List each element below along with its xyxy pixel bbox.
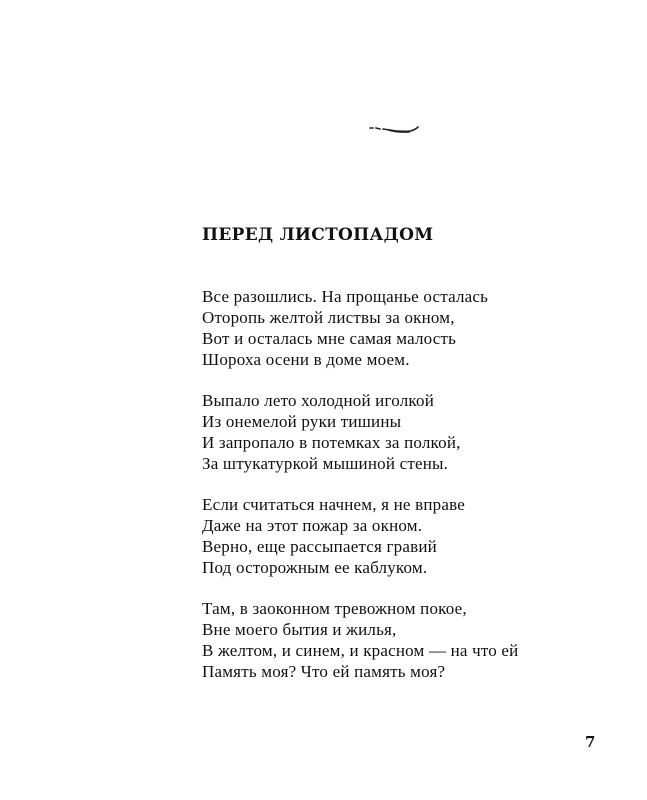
poem-line: И запропало в потемках за полкой, xyxy=(202,433,461,452)
poem-line: Оторопь желтой листвы за окном, xyxy=(202,308,455,327)
stanza-2 xyxy=(202,390,622,474)
stanza-4 xyxy=(202,598,622,682)
poem-line: Под осторожным ее каблуком. xyxy=(202,558,428,577)
poem-line: Все разошлись. На прощанье осталась xyxy=(202,287,489,306)
poem-title: ПЕРЕД ЛИСТОПАДОМ xyxy=(202,225,434,245)
poem-line: Даже на этот пожар за окном. xyxy=(202,516,423,535)
page-number: 7 xyxy=(585,733,596,751)
poem-line: Выпало лето холодной иголкой xyxy=(202,391,434,410)
poem-line: Шороха осени в доме моем. xyxy=(202,350,410,369)
stanza-1 xyxy=(202,286,622,370)
stanza-3 xyxy=(202,494,622,578)
poem-body xyxy=(202,286,622,702)
poem-line: Память моя? Что ей память моя? xyxy=(202,662,446,681)
poem-line: Из онемелой руки тишины xyxy=(202,412,402,431)
poem-line: Верно, еще рассыпается гравий xyxy=(202,537,437,556)
poem-line: Вне моего бытия и жилья, xyxy=(202,620,397,639)
poem-line: Там, в заоконном тревожном покое, xyxy=(202,599,467,618)
poem-line: За штукатуркой мышиной стены. xyxy=(202,454,449,473)
poem-line: В желтом, и синем, и красном — на что ей xyxy=(202,641,519,660)
poem-line: Вот и осталась мне самая малость xyxy=(202,329,457,348)
poem-line: Если считаться начнем, я не вправе xyxy=(202,495,465,514)
decorative-dash-icon xyxy=(368,124,420,136)
